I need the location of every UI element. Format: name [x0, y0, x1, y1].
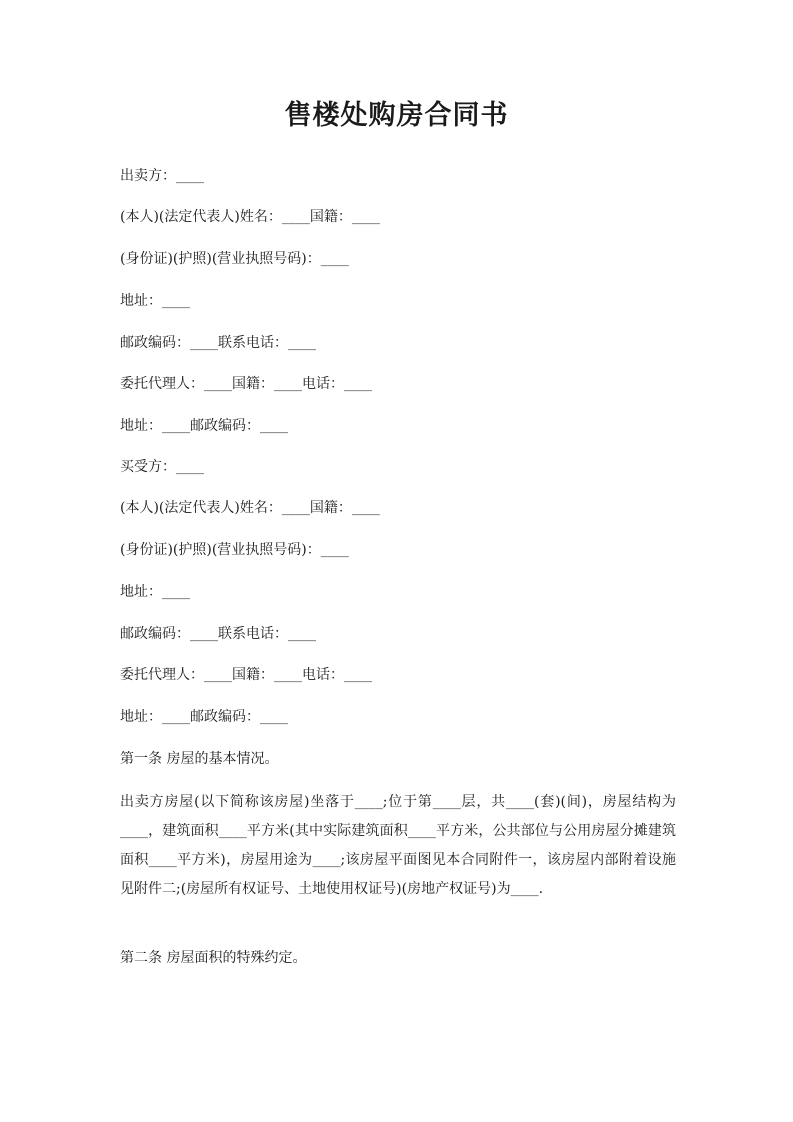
buyer-heading: 买受方：____	[120, 459, 204, 475]
seller-name-line: (本人)(法定代表人)姓名：____国籍：____	[120, 209, 380, 225]
buyer-agent-address-line: 地址：____邮政编码：____	[120, 709, 288, 725]
document-title: 售楼处购房合同书	[284, 100, 509, 131]
seller-agent-line: 委托代理人：____国籍：____电话：____	[120, 376, 372, 392]
seller-address-line: 地址：____	[120, 293, 190, 309]
seller-agent-address-line: 地址：____邮政编码：____	[120, 418, 288, 434]
seller-postal-line: 邮政编码：____联系电话：____	[120, 335, 316, 351]
seller-id-line: (身份证)(护照)(营业执照号码)：____	[120, 251, 349, 267]
buyer-postal-line: 邮政编码：____联系电话：____	[120, 626, 316, 642]
seller-heading: 出卖方：____	[120, 168, 204, 184]
buyer-name-line: (本人)(法定代表人)姓名：____国籍：____	[120, 500, 380, 516]
buyer-agent-line: 委托代理人：____国籍：____电话：____	[120, 667, 372, 683]
article1-heading: 第一条 房屋的基本情况。	[120, 751, 279, 767]
article1-body: 出卖方房屋(以下简称该房屋)坐落于____;位于第____层，共____(套)(间)，房屋结构为____，建筑面积____平方米(其中实际建筑面积____平方米，公共部位与公用房屋分摊建筑面积____平方米)，房屋用途为____;该房屋平面图见本合同附件一，该房屋内部附着设施见附件二;(房屋所有权证号、土地使用权证号)(房地产权证号)为____.	[120, 794, 676, 897]
buyer-address-line: 地址：____	[120, 584, 190, 600]
buyer-id-line: (身份证)(护照)(营业执照号码)：____	[120, 542, 349, 558]
article2-heading: 第二条 房屋面积的特殊约定。	[120, 950, 307, 966]
